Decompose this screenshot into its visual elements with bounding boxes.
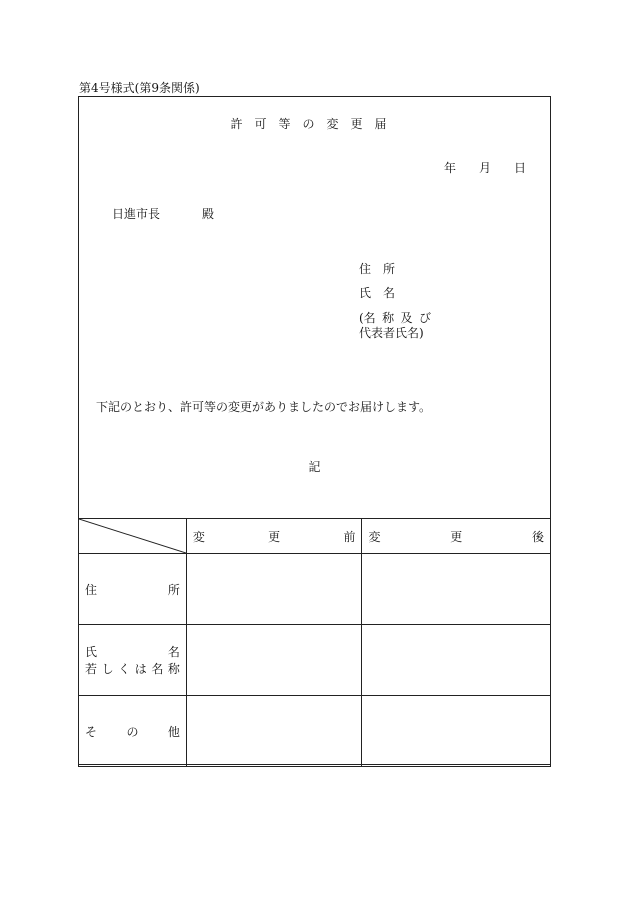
date-month: 月 [479,161,492,175]
date-year: 年 [444,161,457,175]
row-label-address: 住 所 [79,554,187,625]
address-before-cell[interactable] [186,554,362,625]
ki-label: 記 [308,460,321,474]
form-title: 許可等の変更届 [230,117,399,131]
table-header-row [79,519,551,554]
applicant-address-label: 住 所 [359,262,396,276]
addressee: 日進市長 [112,207,161,221]
row-label-other: そ の 他 [79,696,187,767]
header-before: 変 更 前 [186,519,362,554]
table-row [79,696,551,767]
table-row [79,554,551,625]
applicant-name-label: 氏 名 [359,286,396,300]
name-before-cell[interactable] [186,625,362,696]
date-day: 日 [514,161,527,175]
corp-note-line1: (名 称 及 び [359,311,431,325]
corp-note-line2: 代表者氏名) [359,326,424,340]
notice-text: 下記のとおり、許可等の変更がありましたのでお届けします。 [96,400,432,414]
honorific: 殿 [202,207,215,221]
name-after-cell[interactable] [362,625,551,696]
notification-form [78,96,551,765]
other-after-cell[interactable] [362,696,551,767]
row-label-name: 氏 名 若 し く は 名 称 [79,625,187,696]
change-table [78,518,551,767]
other-before-cell[interactable] [186,696,362,767]
diagonal-cell [79,519,187,554]
table-row [79,625,551,696]
header-after: 変 更 後 [362,519,551,554]
form-number: 第4号様式(第9条関係) [79,81,200,95]
address-after-cell[interactable] [362,554,551,625]
diagonal-line [79,519,186,553]
